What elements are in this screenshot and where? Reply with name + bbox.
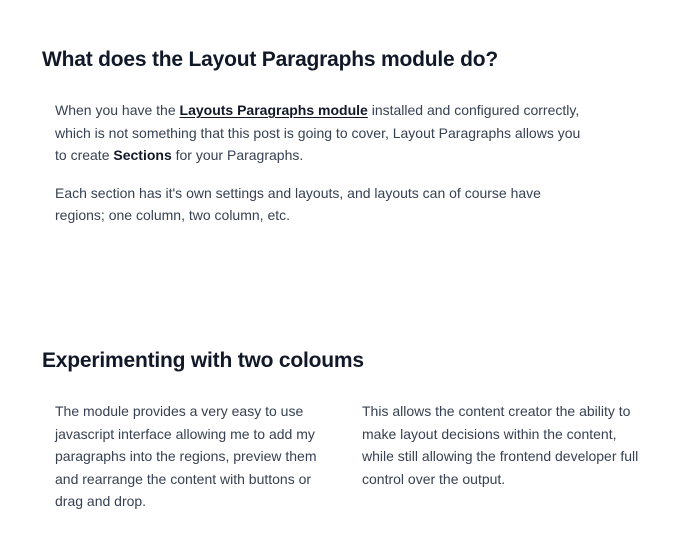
paragraph-text: When you have the [55,102,180,118]
section-layout-paragraphs [0,46,680,227]
sections-paragraph: Each section has it's own settings and layouts, and layouts can of course have regions; one column, two column, etc. [55,184,541,223]
layout-paragraphs-module-link[interactable]: Layouts Paragraphs module [179,102,368,118]
paragraph-text: for your Paragraphs. [171,147,304,163]
intro-paragraph [55,99,585,167]
section-heading: What does the Layout Paragraphs module do? [42,48,498,71]
column-right-text: This allows the content creator the ability to make layout decisions within the content, while still allowing the frontend developer full control over the output. [362,403,639,487]
section-body [0,99,585,227]
section-two-columns [0,347,680,513]
column-left [55,400,333,513]
column-left-text: The module provides a very easy to use javascript interface allowing me to add my paragraphs into the regions, preview them and rearrange the content with buttons or drag and drop. [55,403,317,509]
paragraph-text: installed and configured correctly, which is not something that this post is going to cover, Layout Paragraphs allows you to create [55,102,581,163]
sections-emphasis: Sections [113,147,172,163]
section-heading: Experimenting with two coloums [42,349,364,372]
two-column-layout [0,400,680,513]
column-right [362,400,642,513]
